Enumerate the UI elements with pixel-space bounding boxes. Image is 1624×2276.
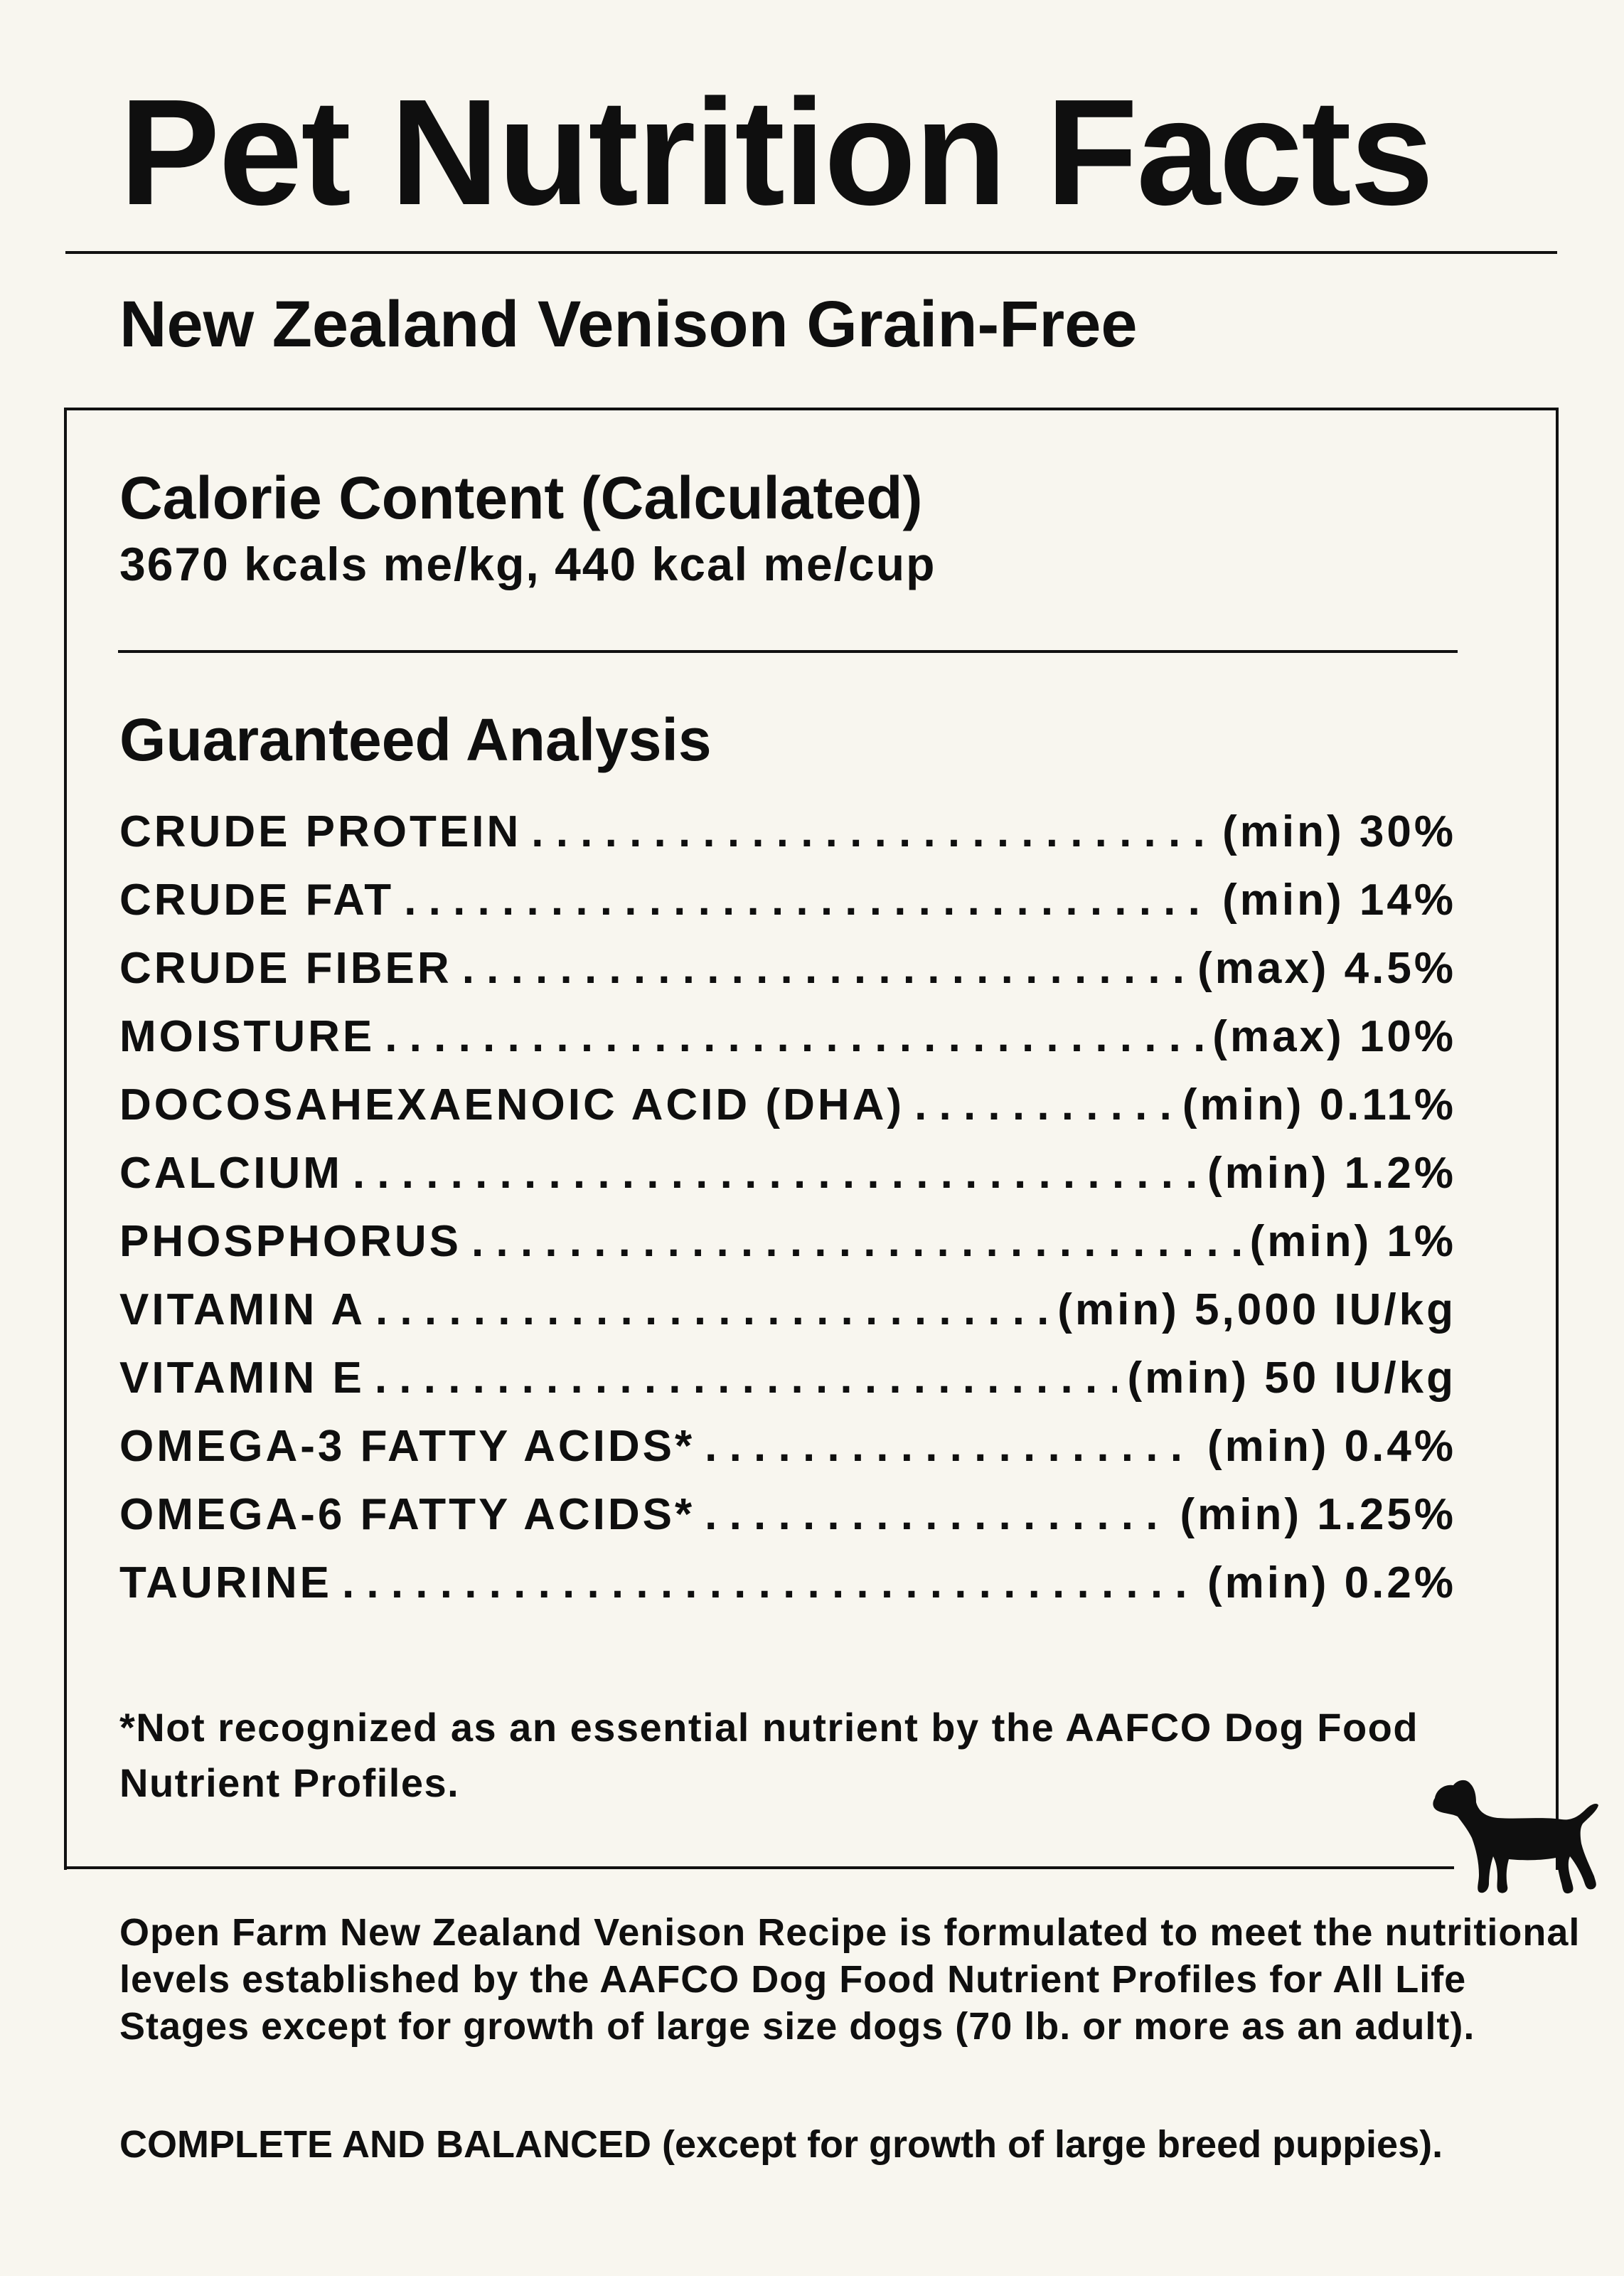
page-title: Pet Nutrition Facts xyxy=(119,68,1433,236)
nutrient-value: (min) 1.25% xyxy=(1180,1490,1456,1539)
analysis-row xyxy=(119,1208,1456,1276)
dot-leader xyxy=(375,1344,1118,1413)
nutrient-value: (max) 10% xyxy=(1212,1012,1456,1061)
nutrient-name: TAURINE xyxy=(119,1558,332,1607)
nutrient-name: VITAMIN E xyxy=(119,1354,365,1403)
complete-balanced-statement: COMPLETE AND BALANCED (except for growth of large breed puppies). xyxy=(119,2123,1443,2166)
analysis-row xyxy=(119,866,1456,935)
footnote: *Not recognized as an essential nutrient by the AAFCO Dog Food Nutrient Profiles. xyxy=(119,1705,1419,1805)
nutrient-name: PHOSPHORUS xyxy=(119,1217,461,1266)
guaranteed-analysis-heading: Guaranteed Analysis xyxy=(119,706,712,773)
dog-silhouette-icon xyxy=(1429,1770,1600,1898)
dot-leader xyxy=(705,1481,1170,1549)
panel-bottom-divider xyxy=(64,1866,1454,1869)
analysis-row xyxy=(119,1003,1456,1071)
analysis-row xyxy=(119,1344,1456,1413)
analysis-row xyxy=(119,798,1456,866)
title-divider xyxy=(65,251,1557,254)
dot-leader xyxy=(705,1413,1197,1481)
nutrient-name: VITAMIN A xyxy=(119,1285,365,1334)
dot-leader xyxy=(353,1139,1197,1208)
dot-leader xyxy=(375,1276,1047,1344)
nutrient-name: OMEGA-6 FATTY ACIDS* xyxy=(119,1490,695,1539)
nutrient-value: (min) 30% xyxy=(1222,807,1456,856)
nutrient-name: OMEGA-3 FATTY ACIDS* xyxy=(119,1422,695,1471)
nutrient-name: CALCIUM xyxy=(119,1149,343,1198)
nutrient-value: (min) 1% xyxy=(1249,1217,1456,1266)
dot-leader xyxy=(531,798,1212,866)
analysis-row xyxy=(119,1481,1456,1549)
nutrient-name: CRUDE FAT xyxy=(119,876,395,925)
analysis-row xyxy=(119,1139,1456,1208)
dot-leader xyxy=(462,935,1187,1003)
nutrient-value: (min) 0.11% xyxy=(1182,1080,1456,1129)
analysis-row xyxy=(119,1413,1456,1481)
section-divider xyxy=(118,650,1458,653)
nutrient-name: CRUDE PROTEIN xyxy=(119,807,522,856)
dot-leader xyxy=(471,1208,1240,1276)
guaranteed-analysis-list xyxy=(119,798,1456,1617)
calorie-heading: Calorie Content (Calculated) xyxy=(119,464,923,531)
nutrient-name: DOCOSAHEXAENOIC ACID (DHA) xyxy=(119,1080,905,1129)
dot-leader xyxy=(342,1549,1197,1617)
nutrient-value: (min) 50 IU/kg xyxy=(1127,1354,1456,1403)
dot-leader xyxy=(914,1071,1172,1139)
nutrient-value: (min) 14% xyxy=(1222,876,1456,925)
nutrient-value: (min) 0.4% xyxy=(1207,1422,1456,1471)
nutrient-value: (max) 4.5% xyxy=(1197,944,1456,993)
nutrient-value: (min) 0.2% xyxy=(1207,1558,1456,1607)
analysis-row xyxy=(119,935,1456,1003)
analysis-row xyxy=(119,1549,1456,1617)
nutrient-value: (min) 5,000 IU/kg xyxy=(1057,1285,1456,1334)
dot-leader xyxy=(404,866,1212,935)
nutrient-name: MOISTURE xyxy=(119,1012,375,1061)
calorie-value: 3670 kcals me/kg, 440 kcal me/cup xyxy=(119,538,936,590)
nutrient-value: (min) 1.2% xyxy=(1207,1149,1456,1198)
aafco-statement: Open Farm New Zealand Venison Recipe is formulated to meet the nutritional levels established by the AAFCO Dog Food Nutrient Profiles for All Life Stages except for growth of large size dogs (70 lb. or more as an adult). xyxy=(119,1911,1581,2048)
analysis-row xyxy=(119,1071,1456,1139)
product-name: New Zealand Venison Grain-Free xyxy=(119,288,1138,361)
nutrient-name: CRUDE FIBER xyxy=(119,944,452,993)
analysis-row xyxy=(119,1276,1456,1344)
dot-leader xyxy=(385,1003,1202,1071)
